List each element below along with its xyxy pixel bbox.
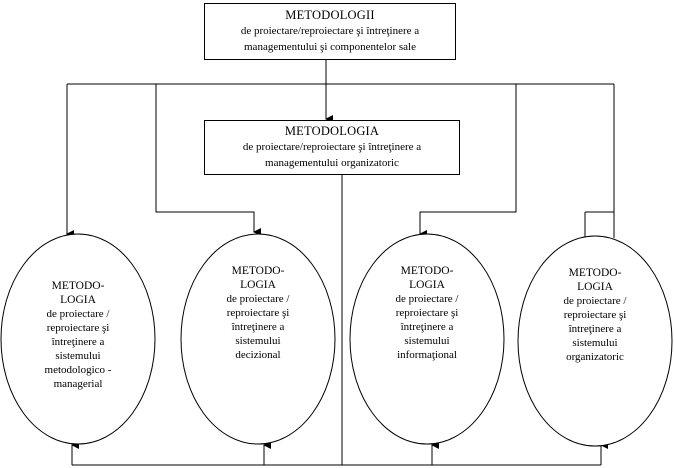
top-box-title: METODOLOGII — [285, 8, 375, 22]
top-box-line-2: managementului şi componentelor sale — [244, 41, 416, 53]
middle-methodology-box — [204, 120, 460, 175]
oval-1-line-3: întreţinere a — [51, 336, 105, 348]
middle-box-title: METODOLOGIA — [284, 124, 380, 138]
oval-3-line-3: întreţinere a — [400, 321, 454, 333]
oval-1-heading-2: LOGIA — [60, 294, 96, 306]
oval-3-line-2: reproiectare şi — [395, 307, 459, 319]
oval-3-text — [367, 264, 487, 362]
oval-2-line-5: decizional — [235, 349, 281, 361]
top-box-line-1: de proiectare/reproiectare şi întreţinere a — [240, 25, 420, 37]
oval-4-text — [535, 266, 655, 364]
oval-1-line-6: managerial — [53, 378, 103, 390]
top-methodology-box — [204, 3, 456, 60]
middle-box-line-1: de proiectare/reproiectare şi întreţinere a — [242, 141, 422, 153]
oval-1-line-1: de proiectare / — [46, 308, 110, 320]
oval-3-line-1: de proiectare / — [395, 293, 459, 305]
oval-1-line-4: sistemului — [55, 350, 101, 362]
oval-1-heading-1: METODO- — [51, 280, 105, 292]
oval-2-line-1: de proiectare / — [226, 293, 290, 305]
oval-4-heading-1: METODO- — [568, 267, 622, 279]
oval-4-line-1: de proiectare / — [563, 295, 627, 307]
oval-4-line-3: întreţinere a — [568, 323, 622, 335]
oval-4-line-4: sistemului — [572, 337, 618, 349]
oval-4-heading-2: LOGIA — [577, 281, 613, 293]
oval-2-line-4: sistemului — [235, 335, 281, 347]
oval-3-line-4: sistemului — [404, 335, 450, 347]
oval-2-line-2: reproiectare şi — [226, 307, 290, 319]
oval-1-text — [18, 279, 138, 391]
oval-1-line-5: metodologico - — [44, 364, 112, 376]
oval-3-line-5: informaţional — [397, 349, 457, 361]
middle-box-line-2: managementului organizatoric — [265, 157, 399, 169]
oval-4-line-2: reproiectare şi — [563, 309, 627, 321]
oval-3-heading-1: METODO- — [400, 265, 454, 277]
oval-2-heading-1: METODO- — [231, 265, 285, 277]
oval-1-line-2: reproiectare şi — [46, 322, 110, 334]
oval-2-text — [198, 264, 318, 362]
oval-4-line-5: organizatoric — [566, 351, 624, 363]
oval-2-line-3: întreţinere a — [231, 321, 285, 333]
oval-3-heading-2: LOGIA — [409, 279, 445, 291]
oval-2-heading-2: LOGIA — [240, 279, 276, 291]
